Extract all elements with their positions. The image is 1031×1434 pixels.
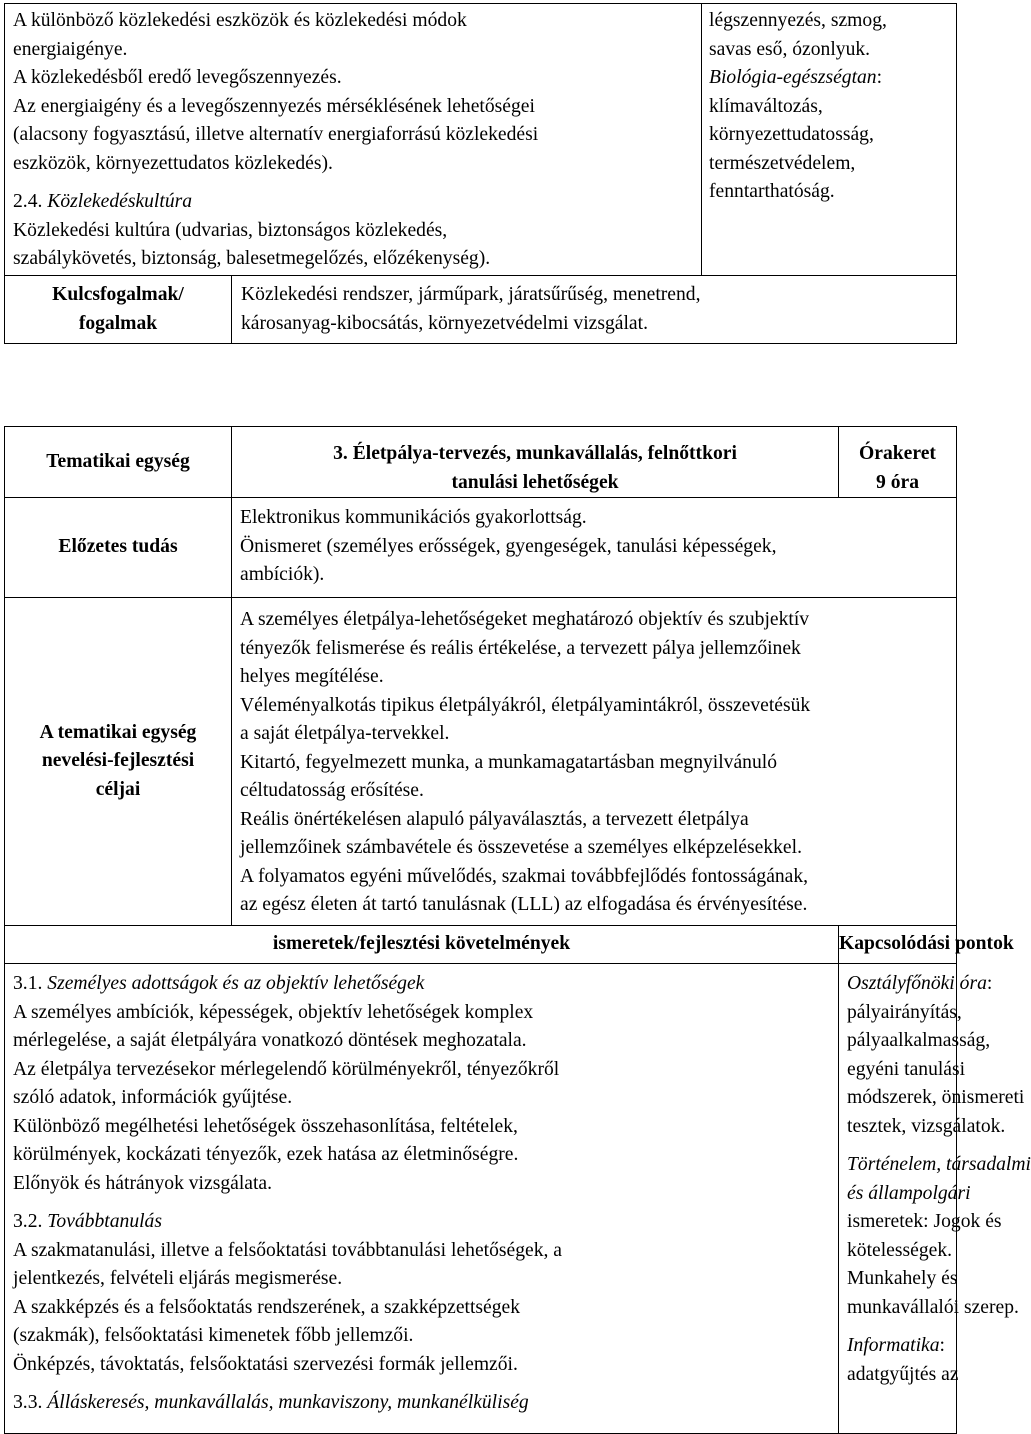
subject-suffix: : [939, 1335, 945, 1356]
requirement-line: Önképzés, távoktatás, felsőoktatási szervezési formák jellemzői. [13, 1353, 518, 1375]
section-number: 3.2. [13, 1211, 48, 1232]
hours-cell [839, 427, 957, 498]
section-title: Közlekedéskultúra [47, 191, 193, 212]
table-thematic-unit [4, 426, 1031, 1434]
connection-line: légszennyezés, szmog, [709, 10, 887, 31]
content-line: A különböző közlekedési eszközök és közlekedési módok [13, 10, 467, 31]
goals-label-cell [5, 598, 232, 926]
goals-line: A személyes életpálya-lehetőségeket meghatározó objektív és szubjektív [240, 609, 810, 630]
content-line: szabálykövetés, biztonság, balesetmegelőzés, előzékenység). [13, 248, 491, 269]
prior-label: Előzetes tudás [58, 536, 178, 558]
unit-label: Tematikai egység [46, 450, 190, 472]
subject-name: Informatika [847, 1335, 940, 1356]
connection-line: adatgyűjtés az [847, 1363, 959, 1385]
subject-name: Osztályfőnöki óra [847, 973, 987, 994]
section-heading [13, 188, 701, 217]
section-title: Álláskeresés, munkavállalás, munkaviszony, munkanélküliség [47, 1392, 529, 1413]
goals-line: Kitartó, fegyelmezett munka, a munkamagatartásban megnyilvánuló [240, 751, 778, 773]
connection-line: természetvédelem, [709, 152, 856, 174]
requirement-line: Előnyök és hátrányok vizsgálata. [13, 1172, 272, 1194]
unit-title: tanulási lehetőségek [451, 471, 619, 493]
content-line: Közlekedési kultúra (udvarias, biztonságos közlekedés, [13, 219, 448, 241]
content-line: eszközök, környezettudatos közlekedés). [13, 152, 333, 174]
goals-line: az egész életen át tartó tanulásnak (LLL) az elfogadása és érvényesítése. [240, 894, 808, 915]
key-concepts-label: Kulcsfogalmak/ [52, 284, 184, 305]
goals-line: jellemzőinek számbavétele és összevetése a személyes elképzelésekkel. [240, 837, 802, 858]
requirements-header-cell [5, 926, 839, 964]
requirement-line: körülmények, kockázati tényezők, ezek hatása az életminőségre. [13, 1144, 519, 1165]
key-concepts-line: károsanyag-kibocsátás, környezetvédelmi vizsgálat. [241, 312, 648, 334]
content-line: (alacsony fogyasztású, illetve alternatív energiaforrású közlekedési [13, 124, 539, 145]
goals-line: Reális önértékelésen alapuló pályaválasztás, a tervezett életpálya [240, 808, 749, 830]
unit-label-cell [5, 427, 232, 498]
connection-line: egyéni tanulási [847, 1058, 966, 1080]
goals-line: céltudatosság erősítése. [240, 780, 424, 801]
prior-label-cell [5, 498, 232, 598]
key-concepts-cell [232, 276, 957, 344]
connection-line: ismeretek: Jogok és [847, 1211, 1002, 1232]
hours-value: 9 óra [876, 471, 919, 493]
connection-subject: Történelem, társadalmi [847, 1154, 1031, 1175]
requirement-line: szóló adatok, információk gyűjtése. [13, 1087, 293, 1108]
unit-title-cell [232, 427, 839, 498]
key-concepts-label-cell [5, 276, 232, 344]
requirement-line: A szakmatanulási, illetve a felsőoktatási továbbtanulási lehetőségek, a [13, 1239, 562, 1261]
requirement-line: jelentkezés, felvételi eljárás megismerése. [13, 1268, 343, 1289]
connection-line: savas eső, ózonlyuk. [709, 38, 871, 60]
connection-line: módszerek, önismereti [847, 1087, 1025, 1108]
section-number: 3.3. [13, 1392, 48, 1413]
connections-header-cell [839, 926, 1014, 964]
section-title: Személyes adottságok és az objektív lehetőségek [47, 973, 425, 994]
section-heading [13, 1389, 838, 1418]
requirements-header: ismeretek/fejlesztési követelmények [272, 933, 571, 955]
connection-line: tesztek, vizsgálatok. [847, 1115, 1006, 1137]
goals-label: A tematikai egység [39, 721, 197, 743]
connection-line: fenntarthatóság. [709, 181, 835, 202]
requirement-line: (szakmák), felsőoktatási kimenetek főbb jellemzői. [13, 1325, 414, 1346]
hours-label: Órakeret [859, 443, 936, 464]
section-title: Továbbtanulás [47, 1211, 162, 1232]
connection-line: pályairányítás, [847, 1001, 962, 1023]
key-concepts-label: fogalmak [78, 312, 158, 334]
section-heading [13, 970, 838, 999]
content-line: A közlekedésből eredő levegőszennyezés. [13, 67, 342, 88]
requirement-line: A személyes ambíciók, képességek, objektív lehetőségek komplex [13, 1001, 534, 1023]
goals-line: tényezők felismerése és reális értékelése, a tervezett pálya jellemzőinek [240, 637, 801, 659]
requirement-line: mérlegelése, a saját életpályára vonatkozó döntések meghozatala. [13, 1030, 527, 1051]
requirements-content-cell [5, 964, 839, 1434]
content-line: energiaigénye. [13, 38, 128, 60]
connection-line: környezettudatosság, [709, 124, 874, 145]
content-line: Az energiaigény és a levegőszennyezés mérséklésének lehetőségei [13, 95, 535, 117]
goals-label: nevelési-fejlesztési [41, 750, 195, 772]
prior-content-cell [232, 498, 957, 598]
subject-suffix: : [986, 973, 993, 994]
transport-content-cell [5, 4, 702, 276]
requirement-line: A szakképzés és a felsőoktatás rendszerének, a szakképzettségek [13, 1296, 521, 1318]
prior-line: Önismeret (személyes erősségek, gyengeségek, tanulási képességek, [240, 535, 777, 557]
connection-line: pályaalkalmasság, [847, 1030, 991, 1051]
key-concepts-line: Közlekedési rendszer, járműpark, járatsűrűség, menetrend, [241, 284, 701, 305]
connection-line: Munkahely és [847, 1268, 958, 1289]
connection-line: klímaváltozás, [709, 95, 823, 117]
connection-subject [847, 1332, 956, 1361]
connection-subject: és állampolgári [847, 1182, 971, 1204]
goals-line: Véleményalkotás tipikus életpályákról, életpályamintákról, összevetésük [240, 694, 811, 716]
unit-title: 3. Életpálya-tervezés, munkavállalás, felnőttkori [333, 443, 737, 464]
goals-line: A folyamatos egyéni művelődés, szakmai továbbfejlődés fontosságának, [240, 865, 809, 887]
prior-line: Elektronikus kommunikációs gyakorlottság. [240, 507, 587, 528]
goals-line: helyes megítélése. [240, 666, 384, 687]
goals-label: céljai [95, 778, 141, 800]
connections-content-cell [839, 964, 1031, 1434]
goals-line: a saját életpálya-tervekkel. [240, 723, 450, 744]
connections-header: Kapcsolódási pontok [839, 933, 1014, 955]
subject-name: Biológia-egészségtan [709, 67, 877, 88]
connection-line: munkavállalói szerep. [847, 1296, 1019, 1318]
section-number: 3.1. [13, 973, 48, 994]
connection-subject [847, 970, 993, 999]
requirement-line: Különböző megélhetési lehetőségek összehasonlítása, feltételek, [13, 1115, 518, 1137]
goals-content-cell [232, 598, 957, 926]
connection-line: kötelességek. [847, 1239, 953, 1261]
subject-suffix: : [876, 67, 883, 88]
table-transport [4, 3, 957, 344]
prior-line: ambíciók). [240, 564, 325, 585]
section-number: 2.4. [13, 191, 48, 212]
section-heading [13, 1208, 838, 1237]
requirement-line: Az életpálya tervezésekor mérlegelendő körülményekről, tényezőkről [13, 1058, 560, 1080]
transport-connections-cell [702, 4, 957, 276]
connection-subject [709, 64, 956, 93]
